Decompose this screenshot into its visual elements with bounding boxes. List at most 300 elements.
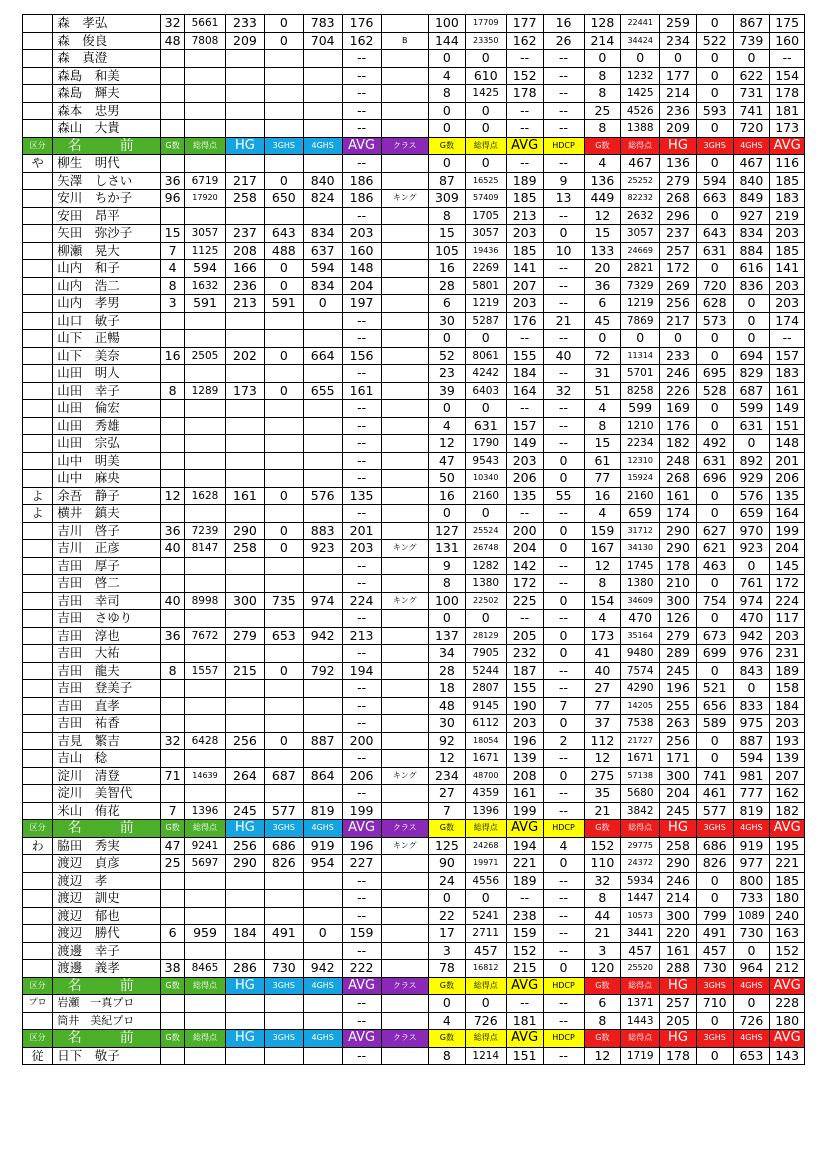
cell-g3t2: 461 (696, 785, 733, 803)
cell-g1: 4 (161, 260, 185, 278)
cell-g1: 12 (161, 487, 185, 505)
header-g3t: G数 (584, 1030, 621, 1048)
kubun-cell (23, 767, 53, 785)
kubun-cell (23, 400, 53, 418)
cell-tot1: 1557 (184, 662, 225, 680)
cell-g3t: 35 (584, 785, 621, 803)
cell-g2: 4 (429, 1012, 466, 1030)
table-row (23, 592, 805, 610)
cell-g3 (264, 50, 303, 68)
cell-hdcp: 0 (543, 960, 584, 978)
cell-avg3: 203 (770, 627, 805, 645)
cell-avg2: 135 (506, 487, 543, 505)
cell-g3t2: 522 (696, 32, 733, 50)
cell-g2: 39 (429, 382, 466, 400)
cell-avg2: 141 (506, 260, 543, 278)
cell-avg3: 231 (770, 645, 805, 663)
cell-tot2: 0 (465, 610, 506, 628)
cell-hg3: 214 (660, 85, 697, 103)
header-g3t2: 3GHS (696, 1030, 733, 1048)
cell-tot3: 24669 (621, 242, 660, 260)
cell-g3t: 275 (584, 767, 621, 785)
cell-g4t: 867 (733, 15, 770, 33)
cell-cls (381, 522, 429, 540)
cell-avg3: 207 (770, 767, 805, 785)
cell-hg1: 237 (226, 225, 265, 243)
cell-hdcp: -- (543, 330, 584, 348)
cell-g1: 3 (161, 295, 185, 313)
cell-g4t: 836 (733, 277, 770, 295)
cell-tot1 (184, 365, 225, 383)
cell-g2: 0 (429, 102, 466, 120)
cell-avg3: 160 (770, 32, 805, 50)
header-name: 名 前 (53, 820, 161, 838)
cell-tot1 (184, 575, 225, 593)
cell-g3t2: 0 (696, 1047, 733, 1065)
cell-cls (381, 15, 429, 33)
cell-hg1: 217 (226, 172, 265, 190)
cell-hdcp: 0 (543, 225, 584, 243)
cell-cls (381, 890, 429, 908)
player-name: 森山 大貴 (53, 120, 161, 138)
cell-g1: 7 (161, 242, 185, 260)
cell-tot1 (184, 557, 225, 575)
header-tot1: 総得点 (184, 820, 225, 838)
cell-g1: 36 (161, 172, 185, 190)
cell-avg1: 196 (342, 837, 381, 855)
cell-tot2: 0 (465, 50, 506, 68)
cell-hg3: 177 (660, 67, 697, 85)
cell-g4: 923 (303, 540, 342, 558)
cell-hg3: 245 (660, 662, 697, 680)
cell-g3 (264, 330, 303, 348)
cell-tot1: 9241 (184, 837, 225, 855)
cell-g3: 0 (264, 662, 303, 680)
cell-g4 (303, 470, 342, 488)
header-g3: 3GHS (264, 1030, 303, 1048)
cell-g4t: 819 (733, 802, 770, 820)
cell-g3 (264, 120, 303, 138)
cell-g3t: 41 (584, 645, 621, 663)
cell-hg1 (226, 610, 265, 628)
cell-avg1: 227 (342, 855, 381, 873)
header-avg3: AVG (770, 977, 805, 995)
cell-g3: 0 (264, 32, 303, 50)
cell-tot1 (184, 785, 225, 803)
cell-g4 (303, 435, 342, 453)
table-row (23, 470, 805, 488)
cell-hg3: 255 (660, 697, 697, 715)
cell-g3t2: 621 (696, 540, 733, 558)
cell-tot2: 4556 (465, 872, 506, 890)
cell-g3t: 12 (584, 207, 621, 225)
cell-g1: 16 (161, 347, 185, 365)
cell-hg1 (226, 715, 265, 733)
cell-avg3: 175 (770, 15, 805, 33)
cell-tot2: 1671 (465, 750, 506, 768)
player-name: 森 真澄 (53, 50, 161, 68)
cell-g4t: 0 (733, 557, 770, 575)
cell-avg2: -- (506, 505, 543, 523)
cell-g3t2: 0 (696, 417, 733, 435)
cell-tot3: 470 (621, 610, 660, 628)
cell-tot2: 2269 (465, 260, 506, 278)
header-tot2: 総得点 (465, 977, 506, 995)
cell-g3: 730 (264, 960, 303, 978)
cell-hdcp: 10 (543, 242, 584, 260)
cell-g3t: 110 (584, 855, 621, 873)
cell-g4t: 687 (733, 382, 770, 400)
cell-tot2: 24268 (465, 837, 506, 855)
cell-g1: 36 (161, 522, 185, 540)
cell-avg2: 213 (506, 207, 543, 225)
cell-tot1 (184, 942, 225, 960)
cell-g4: 664 (303, 347, 342, 365)
cell-g3t: 40 (584, 662, 621, 680)
cell-avg1: -- (342, 942, 381, 960)
cell-g3t: 136 (584, 172, 621, 190)
cell-g3t: 159 (584, 522, 621, 540)
table-row (23, 102, 805, 120)
cell-tot2: 1790 (465, 435, 506, 453)
cell-tot1 (184, 85, 225, 103)
cell-g3: 653 (264, 627, 303, 645)
cell-hg3: 209 (660, 120, 697, 138)
cell-hdcp: -- (543, 907, 584, 925)
cell-g4t: 0 (733, 50, 770, 68)
cell-hg1: 209 (226, 32, 265, 50)
cell-avg3: 221 (770, 855, 805, 873)
cell-g3t: 120 (584, 960, 621, 978)
cell-cls (381, 1047, 429, 1065)
cell-cls (381, 750, 429, 768)
cell-avg2: -- (506, 995, 543, 1013)
cell-cls (381, 925, 429, 943)
cell-tot1: 5661 (184, 15, 225, 33)
cell-g4t: 726 (733, 1012, 770, 1030)
table-row (23, 557, 805, 575)
cell-avg3: 185 (770, 172, 805, 190)
cell-tot3: 457 (621, 942, 660, 960)
cell-g4 (303, 102, 342, 120)
header-g3: 3GHS (264, 820, 303, 838)
cell-cls (381, 995, 429, 1013)
cell-g2: 22 (429, 907, 466, 925)
cell-g3t: 8 (584, 417, 621, 435)
cell-avg3: 178 (770, 85, 805, 103)
cell-g3: 577 (264, 802, 303, 820)
cell-tot3: 14205 (621, 697, 660, 715)
cell-hg3: 290 (660, 522, 697, 540)
cell-hg1 (226, 452, 265, 470)
cell-tot1: 6428 (184, 732, 225, 750)
cell-hg3: 174 (660, 505, 697, 523)
cell-g1: 40 (161, 592, 185, 610)
header-row (23, 820, 805, 838)
cell-tot3: 4526 (621, 102, 660, 120)
player-name: 渡辺 郁也 (53, 907, 161, 925)
kubun-cell (23, 102, 53, 120)
table-row (23, 277, 805, 295)
cell-g3t: 77 (584, 470, 621, 488)
cell-g3 (264, 610, 303, 628)
cell-g3t: 6 (584, 995, 621, 1013)
cell-g3t2: 0 (696, 890, 733, 908)
cell-cls (381, 1012, 429, 1030)
cell-avg2: 149 (506, 435, 543, 453)
cell-g3t2: 589 (696, 715, 733, 733)
cell-g2: 16 (429, 487, 466, 505)
cell-hg3: 289 (660, 645, 697, 663)
cell-avg3: 135 (770, 487, 805, 505)
cell-avg3: 183 (770, 190, 805, 208)
header-avg2: AVG (506, 1030, 543, 1048)
cell-g1 (161, 645, 185, 663)
cell-avg1: -- (342, 907, 381, 925)
cell-g4t: 927 (733, 207, 770, 225)
cell-tot2: 5287 (465, 312, 506, 330)
cell-g2: 78 (429, 960, 466, 978)
cell-g4t: 653 (733, 1047, 770, 1065)
cell-hg1 (226, 67, 265, 85)
cell-tot2: 2711 (465, 925, 506, 943)
header-name: 名 前 (53, 1030, 161, 1048)
cell-g3 (264, 505, 303, 523)
cell-g1 (161, 67, 185, 85)
kubun-cell (23, 890, 53, 908)
cell-g3: 0 (264, 347, 303, 365)
cell-avg1: -- (342, 750, 381, 768)
cell-hg1: 215 (226, 662, 265, 680)
cell-g4 (303, 155, 342, 173)
cell-tot3: 2160 (621, 487, 660, 505)
cell-avg2: 151 (506, 1047, 543, 1065)
header-g4t: 4GHS (733, 1030, 770, 1048)
cell-cls (381, 347, 429, 365)
cell-hg3: 237 (660, 225, 697, 243)
cell-hg1 (226, 575, 265, 593)
header-g3t: G数 (584, 820, 621, 838)
cell-hdcp: -- (543, 1012, 584, 1030)
header-g3t2: 3GHS (696, 977, 733, 995)
cell-g2: 6 (429, 295, 466, 313)
cell-g4t: 834 (733, 225, 770, 243)
table-row (23, 1047, 805, 1065)
cell-avg3: 143 (770, 1047, 805, 1065)
cell-g3t: 15 (584, 435, 621, 453)
cell-avg2: 189 (506, 172, 543, 190)
cell-tot1 (184, 907, 225, 925)
cell-g4t: 1089 (733, 907, 770, 925)
header-g1: G数 (161, 1030, 185, 1048)
player-name: 柳生 明代 (53, 155, 161, 173)
cell-tot1 (184, 890, 225, 908)
table-row (23, 487, 805, 505)
cell-g2: 0 (429, 505, 466, 523)
cell-g3t2: 699 (696, 645, 733, 663)
cell-avg3: 219 (770, 207, 805, 225)
cell-cls (381, 330, 429, 348)
cell-hg1: 264 (226, 767, 265, 785)
cell-g3 (264, 942, 303, 960)
cell-avg2: 155 (506, 680, 543, 698)
player-name: 森島 輝夫 (53, 85, 161, 103)
cell-tot1: 8998 (184, 592, 225, 610)
cell-avg2: 161 (506, 785, 543, 803)
cell-hg3: 204 (660, 785, 697, 803)
cell-hg1 (226, 85, 265, 103)
cell-tot3: 1447 (621, 890, 660, 908)
header-hdcp: HDCP (543, 1030, 584, 1048)
cell-hg1: 213 (226, 295, 265, 313)
cell-avg2: -- (506, 102, 543, 120)
cell-g3t2: 0 (696, 155, 733, 173)
header-avg1: AVG (342, 977, 381, 995)
cell-g3t: 112 (584, 732, 621, 750)
player-name: 安田 昂平 (53, 207, 161, 225)
cell-g1 (161, 312, 185, 330)
cell-g3t2: 628 (696, 295, 733, 313)
kubun-cell (23, 260, 53, 278)
cell-hdcp: -- (543, 155, 584, 173)
cell-tot2: 9145 (465, 697, 506, 715)
header-hg1: HG (226, 137, 265, 155)
cell-avg2: 203 (506, 225, 543, 243)
cell-g4 (303, 120, 342, 138)
header-cls: クラス (381, 137, 429, 155)
header-g1: G数 (161, 977, 185, 995)
cell-tot2: 19436 (465, 242, 506, 260)
cell-avg3: 203 (770, 225, 805, 243)
kubun-cell (23, 347, 53, 365)
header-avg2: AVG (506, 977, 543, 995)
cell-hdcp: 26 (543, 32, 584, 50)
cell-hg3: 288 (660, 960, 697, 978)
header-g2: G数 (429, 1030, 466, 1048)
cell-avg1: 148 (342, 260, 381, 278)
cell-tot3: 4290 (621, 680, 660, 698)
cell-hg3: 268 (660, 470, 697, 488)
cell-tot3: 7538 (621, 715, 660, 733)
cell-g3t: 51 (584, 382, 621, 400)
cell-g3t: 20 (584, 260, 621, 278)
cell-avg2: 139 (506, 750, 543, 768)
cell-g2: 131 (429, 540, 466, 558)
cell-avg1: -- (342, 470, 381, 488)
table-row (23, 347, 805, 365)
cell-g3t2: 0 (696, 505, 733, 523)
table-row (23, 382, 805, 400)
cell-hdcp: -- (543, 50, 584, 68)
player-name: 吉田 大祐 (53, 645, 161, 663)
header-g1: G数 (161, 137, 185, 155)
cell-cls (381, 50, 429, 68)
table-row (23, 295, 805, 313)
cell-g3: 0 (264, 487, 303, 505)
cell-hg3: 300 (660, 907, 697, 925)
kubun-cell (23, 872, 53, 890)
cell-cls (381, 435, 429, 453)
cell-hg3: 296 (660, 207, 697, 225)
kubun-cell (23, 50, 53, 68)
cell-g4 (303, 312, 342, 330)
cell-g1 (161, 470, 185, 488)
cell-g4t: 576 (733, 487, 770, 505)
cell-tot1: 14639 (184, 767, 225, 785)
cell-g3t: 0 (584, 330, 621, 348)
cell-tot2: 48700 (465, 767, 506, 785)
kubun-cell (23, 925, 53, 943)
cell-g4 (303, 67, 342, 85)
cell-hdcp: 32 (543, 382, 584, 400)
cell-avg3: 183 (770, 365, 805, 383)
cell-hdcp: -- (543, 67, 584, 85)
cell-avg1: -- (342, 365, 381, 383)
header-cls: クラス (381, 820, 429, 838)
cell-g2: 309 (429, 190, 466, 208)
player-name: 山田 宗弘 (53, 435, 161, 453)
header-avg3: AVG (770, 820, 805, 838)
cell-hdcp: -- (543, 750, 584, 768)
kubun-cell (23, 732, 53, 750)
cell-tot1 (184, 750, 225, 768)
cell-g2: 100 (429, 592, 466, 610)
cell-g3t2: 696 (696, 470, 733, 488)
kubun-cell (23, 435, 53, 453)
cell-cls: キング (381, 592, 429, 610)
cell-g3t: 167 (584, 540, 621, 558)
cell-g1: 36 (161, 627, 185, 645)
cell-hg3: 259 (660, 15, 697, 33)
player-name: 吉田 啓二 (53, 575, 161, 593)
cell-avg2: 187 (506, 662, 543, 680)
cell-g4t: 800 (733, 872, 770, 890)
cell-g1 (161, 417, 185, 435)
cell-g3t: 61 (584, 452, 621, 470)
cell-hg1: 208 (226, 242, 265, 260)
cell-avg1: 213 (342, 627, 381, 645)
player-name: 渡邊 幸子 (53, 942, 161, 960)
cell-hg1 (226, 1047, 265, 1065)
cell-avg3: 199 (770, 522, 805, 540)
cell-tot3: 0 (621, 330, 660, 348)
cell-cls (381, 872, 429, 890)
cell-g3t2: 627 (696, 522, 733, 540)
cell-hdcp: -- (543, 85, 584, 103)
cell-avg3: 172 (770, 575, 805, 593)
cell-tot2: 1380 (465, 575, 506, 593)
cell-hdcp: -- (543, 610, 584, 628)
cell-tot2: 4359 (465, 785, 506, 803)
cell-avg1: -- (342, 645, 381, 663)
cell-hg3: 161 (660, 487, 697, 505)
cell-g3 (264, 680, 303, 698)
cell-g4 (303, 452, 342, 470)
header-kubun: 区分 (23, 1030, 53, 1048)
table-row (23, 540, 805, 558)
cell-g4: 942 (303, 960, 342, 978)
cell-hg3: 246 (660, 872, 697, 890)
cell-tot2: 28129 (465, 627, 506, 645)
header-g2: G数 (429, 977, 466, 995)
cell-g4: 887 (303, 732, 342, 750)
kubun-cell (23, 627, 53, 645)
cell-g3 (264, 645, 303, 663)
table-row (23, 802, 805, 820)
cell-tot3: 15924 (621, 470, 660, 488)
cell-g4: 0 (303, 925, 342, 943)
cell-hdcp: 0 (543, 452, 584, 470)
